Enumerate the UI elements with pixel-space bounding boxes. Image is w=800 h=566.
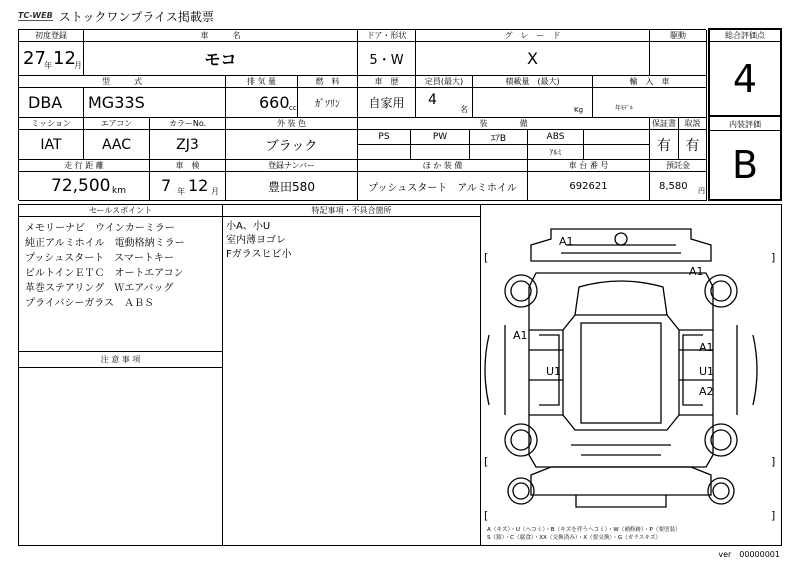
capacity-label: 定員(最大) [416,76,473,88]
mission-value: IAT [19,130,84,160]
version-label: ver 00000001 [718,550,780,559]
bracket-mark: ] [771,455,776,468]
sales-points-label: セールスポイント [19,205,222,217]
import-label: 輸 入 車 [593,76,707,88]
plate-label: 登録ナンバー [226,160,358,172]
score-column [708,28,782,201]
equipment-label: 装 備 [358,118,650,130]
equip-blank-1 [584,130,650,145]
warranty-label: 保証書 [650,118,679,130]
reg-year: 27 [23,48,46,69]
damage-mark: A1 [689,265,704,278]
mileage-unit: km [112,186,126,196]
sales-points-section [18,204,223,352]
inspection-month-unit: 月 [211,187,219,196]
warranty-value: 有 [650,130,679,160]
sales-point-line: 純正アルミホイル 電動格納ミラー [25,238,185,249]
aircon-label: エアコン [84,118,150,130]
note-line: 室内薄ヨゴレ [226,235,286,246]
other-equip-value: プッシュスタート アルミホイル [358,172,528,201]
damage-mark: A1 [513,329,528,342]
inspection-label: 車 検 [150,160,226,172]
sales-point-line: プライバシーガラス ＡＢＳ [25,298,154,309]
sales-point-line: 革巻ステアリング Ｗエアバッグ [25,283,174,294]
damage-mark: A1 [559,235,574,248]
model-cell [84,88,226,118]
mileage-label: 走 行 距 離 [19,160,150,172]
mission-label: ミッション [19,118,84,130]
chassis-label: 車 台 番 号 [528,160,650,172]
exterior-color-value: ブラック [226,130,358,160]
interior-score-value: B [731,143,759,187]
inspection-month: 12 [188,176,209,195]
sales-points-list [19,217,222,311]
capacity-value: 4 [428,92,437,108]
damage-mark: A2 [699,385,714,398]
deposit-value: 8,580 [659,181,688,192]
deposit-unit: 円 [698,187,705,195]
notes-list [223,217,480,262]
notes-section [222,204,481,546]
overall-score-value: 4 [710,42,780,117]
fuel-label: 燃 料 [298,76,358,88]
model-label: 型 式 [19,76,226,88]
equip-pw: PW [411,130,470,145]
bracket-mark: [ [484,251,489,264]
door-value: 5・W [358,42,416,76]
equip-blank-3 [411,145,470,160]
bracket-mark: [ [484,455,489,468]
exterior-color-label: 外 装 色 [226,118,358,130]
deposit-label: 預託金 [650,160,707,172]
usage-label: 車 歴 [358,76,416,88]
drive-label: 駆動 [650,30,707,42]
load-cell [473,88,593,118]
sales-point-line: プッシュスタート スマートキー [25,253,174,264]
equip-blank-5 [584,145,650,160]
reg-month: 12 [53,48,76,69]
mileage-cell [19,172,150,201]
door-label: ドア・形状 [358,30,416,42]
capacity-unit: 名 [460,105,468,114]
damage-mark: A1 [699,341,714,354]
car-name-value: モコ [84,42,358,76]
notes-label: 特記事項・不具合箇所 [223,205,480,217]
bracket-mark: [ [484,509,489,522]
reg-date-value [19,42,84,76]
equip-alumi: ｱﾙﾐ [528,145,584,160]
chassis-value: 692621 [528,172,650,201]
page-header [18,6,214,26]
load-label: 積載量 (最大) [473,76,593,88]
sales-point-line: ビルトインＥＴＣ オートエアコン [25,268,184,279]
plate-value: 豊田580 [226,172,358,201]
deposit-cell [650,172,707,201]
displacement-unit: cc [289,104,297,112]
interior-score-label: 内装評価 [710,119,780,131]
damage-mark: U1 [546,365,562,378]
caution-label: 注 意 事 項 [19,352,222,368]
displacement-cell [226,88,298,118]
fuel-value: ｶﾞｿﾘﾝ [298,88,358,118]
model-prefix: DBA [28,93,63,112]
manual-value: 有 [679,130,707,160]
inspection-year: 7 [161,176,172,195]
note-line: 小A、小U [226,221,271,232]
equip-blank-2 [358,145,411,160]
color-no-label: カラーNo. [150,118,226,130]
color-no-value: ZJ3 [150,130,226,160]
damage-legend: S（錆）・C（腐食）・XX（交換済み）・X（要交換）・G（ガラスキズ） [487,535,662,541]
note-line: Fガラスヒビ小 [226,249,292,260]
tcweb-logo: TC-WEB [18,11,53,20]
reg-year-unit: 年 [44,61,52,70]
equip-airbag: ｴｱB [470,130,528,145]
mileage-value: 72,500 [51,176,111,196]
vehicle-damage-diagram [480,204,782,546]
sales-point-line: メモリーナビ ウインカーミラー [25,223,175,234]
overall-score-label: 総合評価点 [710,30,780,42]
drive-value [650,42,707,76]
bracket-mark: ] [771,251,776,264]
equip-blank-4 [470,145,528,160]
capacity-cell [416,88,473,118]
vehicle-info-grid [18,29,706,200]
inspection-cell [150,172,226,201]
car-name-label: 車 名 [84,30,358,42]
equip-ps: PS [358,130,411,145]
grade-label: グ レ ー ド [416,30,650,42]
reg-label: 初度登録 [19,30,84,42]
damage-legend: A（キズ）・U（ヘコミ）・B（キズを伴うヘコミ）・W（補修跡）・P（要塗装） [487,527,681,533]
grade-value: X [416,42,650,76]
manual-label: 取説 [679,118,707,130]
car-body-diagram [481,205,781,545]
other-equip-label: ほ か 装 備 [358,160,528,172]
load-unit: Kg [574,106,584,114]
damage-mark: U1 [699,365,715,378]
displacement-label: 排 気 量 [226,76,298,88]
bracket-mark: ] [771,509,776,522]
usage-value: 自家用 [358,88,416,118]
import-unit: 年ﾓﾃﾞﾙ [615,105,634,112]
reg-month-unit: 月 [74,61,82,70]
model-value: MG33S [88,93,145,112]
inspection-year-unit: 年 [177,187,185,196]
equip-abs: ABS [528,130,584,145]
aircon-value: AAC [84,130,150,160]
document-title: ストックワンプライス掲載票 [58,9,214,24]
model-prefix-cell [19,88,84,118]
caution-section [18,351,223,546]
import-cell [593,88,707,118]
displacement-value: 660 [259,93,290,112]
